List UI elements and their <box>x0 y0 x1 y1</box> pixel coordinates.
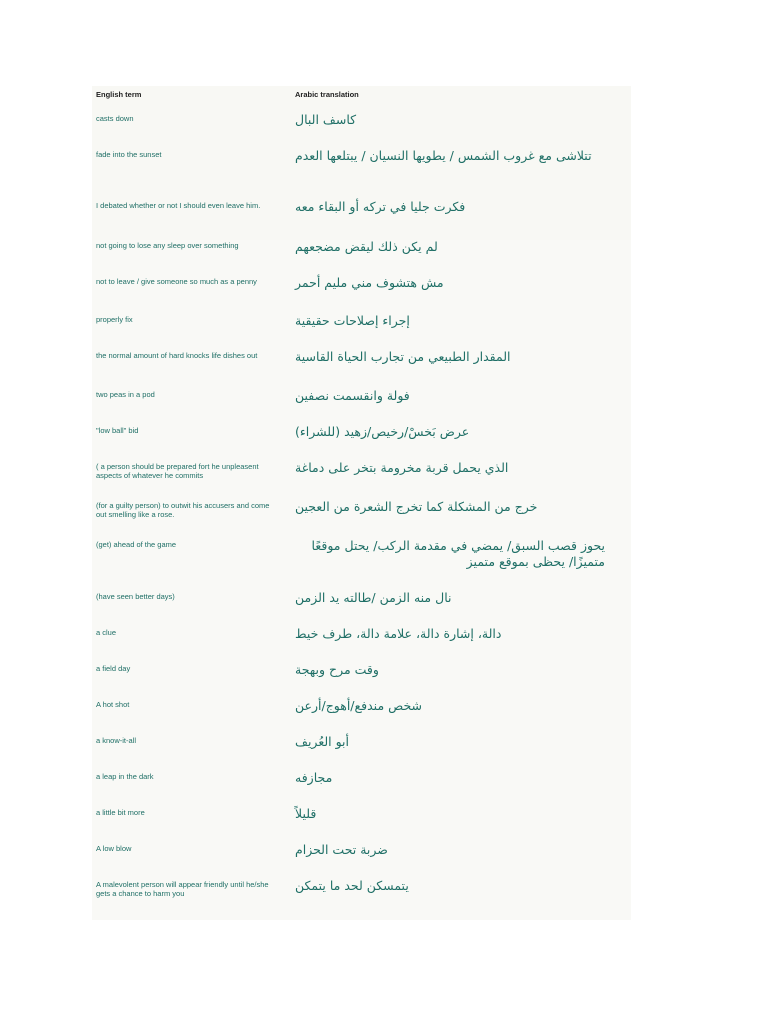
table-row <box>92 698 631 734</box>
table-row <box>92 199 631 239</box>
english-term-cell: ( a person should be prepared fort he unpleasent aspects of whatever he commits <box>96 462 259 480</box>
table-row <box>92 388 631 424</box>
arabic-translation-text: عرض بَخسْ/رخيص/زهيد (للشراء) <box>295 424 470 439</box>
arabic-translation-cell <box>295 388 615 404</box>
english-term-cell: a clue <box>96 628 117 637</box>
table-row <box>92 662 631 698</box>
arabic-translation-text: الذي يحمل قربة مخرومة بتخر على دماغة <box>295 460 509 475</box>
arabic-translation-text: كاسف البال <box>295 112 357 127</box>
arabic-translation-cell <box>295 148 615 164</box>
arabic-translation-cell <box>295 590 615 606</box>
table-row <box>92 112 631 148</box>
table-row <box>92 590 631 626</box>
table-row <box>92 460 631 499</box>
arabic-translation-cell <box>295 313 615 329</box>
table-row <box>92 424 631 460</box>
arabic-translation-text: نال منه الزمن /طالته يد الزمن <box>295 590 452 605</box>
arabic-translation-text: لم يكن ذلك ليقض مضجعهم <box>295 239 438 254</box>
english-term-cell: A hot shot <box>96 700 130 709</box>
arabic-translation-cell <box>295 199 615 215</box>
arabic-translation-text: فولة وانقسمت نصفين <box>295 388 410 403</box>
english-term-cell: a field day <box>96 664 131 673</box>
arabic-translation-text: وقت مرح وبهجة <box>295 662 379 677</box>
arabic-translation-cell <box>295 626 615 642</box>
table-row <box>92 148 631 199</box>
arabic-translation-cell <box>295 499 615 515</box>
arabic-translation-text: مش هتشوف مني مليم أحمر <box>295 275 444 290</box>
table-row <box>92 499 631 538</box>
english-term-cell: A malevolent person will appear friendly until he/she gets a chance to harm you <box>96 880 269 898</box>
table-rows <box>92 86 631 918</box>
english-term-cell: two peas in a pod <box>96 390 155 399</box>
glossary-table <box>92 86 631 920</box>
table-row <box>92 626 631 662</box>
english-term-cell: the normal amount of hard knocks life dishes out <box>96 351 258 360</box>
table-row <box>92 349 631 388</box>
english-term-cell: A low blow <box>96 844 132 853</box>
english-term-cell: a know-it-all <box>96 736 137 745</box>
arabic-translation-cell <box>295 842 615 858</box>
arabic-translation-cell <box>295 239 615 255</box>
arabic-translation-text: دالة، إشارة دالة، علامة دالة، طرف خيط <box>295 626 502 641</box>
arabic-translation-text: تتلاشى مع غروب الشمس / يطويها النسيان / يبتلعها العدم <box>295 148 592 163</box>
arabic-translation-cell <box>295 734 615 750</box>
arabic-translation-cell <box>295 424 615 440</box>
arabic-translation-text: إجراء إصلاحات حقيقية <box>295 313 410 328</box>
english-term-cell: "low ball" bid <box>96 426 139 435</box>
english-term-cell: not going to lose any sleep over something <box>96 241 239 250</box>
arabic-translation-text: شخص مندفع/أهوج/أرعن <box>295 698 422 713</box>
arabic-translation-cell <box>295 806 615 822</box>
table-row <box>92 313 631 349</box>
table-header-row <box>92 86 631 112</box>
table-row <box>92 770 631 806</box>
english-term-cell: a little bit more <box>96 808 145 817</box>
arabic-translation-text: فكرت جليا في تركه أو البقاء معه <box>295 199 466 214</box>
table-row <box>92 842 631 878</box>
english-term-cell: properly fix <box>96 315 133 324</box>
header-english-term: English term <box>96 90 142 99</box>
english-term-cell: fade into the sunset <box>96 150 162 159</box>
arabic-translation-text: أبو العُريف <box>295 734 350 749</box>
arabic-translation-cell <box>295 662 615 678</box>
table-row <box>92 878 631 918</box>
arabic-translation-text: مجازفه <box>295 770 333 785</box>
arabic-translation-cell <box>295 460 615 476</box>
table-row <box>92 239 631 275</box>
english-term-cell: I debated whether or not I should even leave him. <box>96 201 261 210</box>
arabic-translation-text: يحوز قصب السبق/ يمضي في مقدمة الركب/ يحتل موقعًا متميزًا/ يحظى بموقع متميز <box>311 538 605 569</box>
table-row <box>92 538 631 590</box>
english-term-cell: (have seen better days) <box>96 592 175 601</box>
english-term-cell: not to leave / give someone so much as a penny <box>96 277 257 286</box>
arabic-translation-text: ضربة تحت الحزام <box>295 842 388 857</box>
arabic-translation-cell <box>295 878 615 894</box>
arabic-translation-text: خرج من المشكلة كما تخرج الشعرة من العجين <box>295 499 538 514</box>
english-term-cell: casts down <box>96 114 134 123</box>
english-term-cell: a leap in the dark <box>96 772 154 781</box>
arabic-translation-text: قليلاً <box>295 806 317 821</box>
english-term-cell: (get) ahead of the game <box>96 540 177 549</box>
arabic-translation-cell <box>295 112 615 128</box>
arabic-translation-text: يتمسكن لحد ما يتمكن <box>295 878 409 893</box>
arabic-translation-cell <box>295 275 615 291</box>
arabic-translation-cell <box>295 538 615 570</box>
arabic-translation-cell <box>295 349 615 365</box>
arabic-translation-cell <box>295 698 615 714</box>
arabic-translation-cell <box>295 770 615 786</box>
arabic-translation-text: المقدار الطبيعي من تجارب الحياة القاسية <box>295 349 511 364</box>
table-row <box>92 806 631 842</box>
table-row <box>92 275 631 313</box>
english-term-cell: (for a guilty person) to outwit his accusers and come out smelling like a rose. <box>96 501 270 519</box>
table-row <box>92 734 631 770</box>
header-arabic-translation: Arabic translation <box>295 90 359 99</box>
